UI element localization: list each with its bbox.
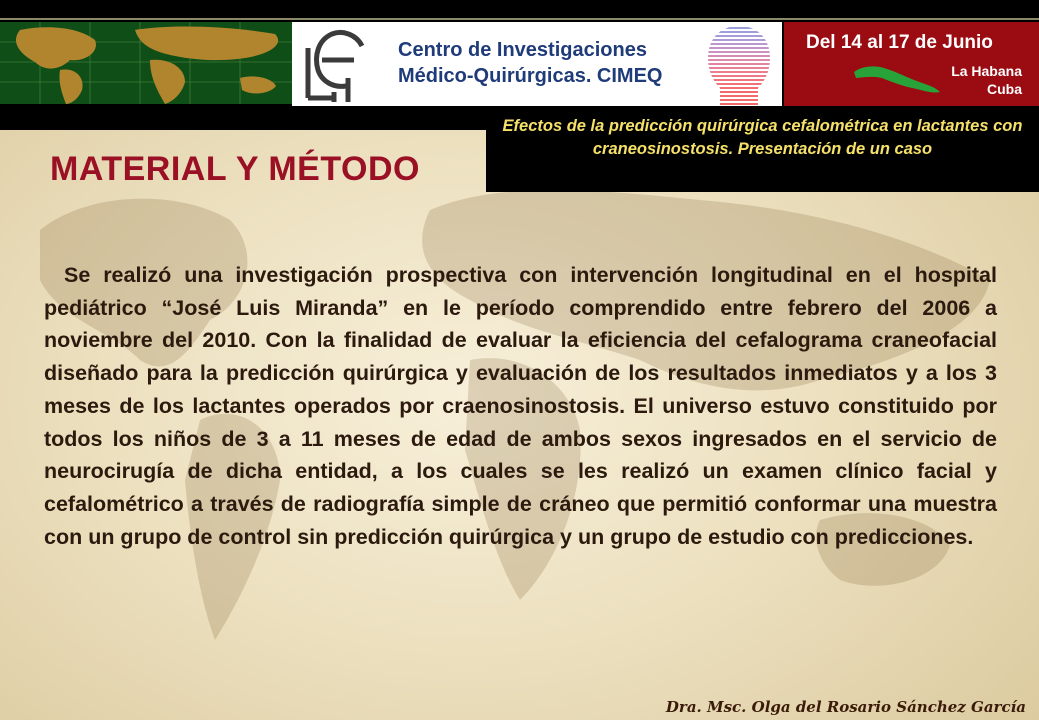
section-title: MATERIAL Y MÉTODO xyxy=(50,150,420,188)
cuba-map-icon xyxy=(852,62,942,96)
logo-text-line1: Centro de Investigaciones xyxy=(398,39,647,61)
header-top-strip xyxy=(0,0,1039,22)
presentation-subtitle: Efectos de la predicción quirúrgica cefalométrica en lactantes con craneosinostosis. Presentación de un caso xyxy=(502,117,1023,158)
author-credit: Dra. Msc. Olga del Rosario Sánchez García xyxy=(665,698,1026,716)
logo-text-line2: Médico-Quirúrgicas. CIMEQ xyxy=(398,65,663,87)
event-dates: Del 14 al 17 de Junio xyxy=(806,32,993,53)
world-map-graphic xyxy=(0,22,292,104)
cimeq-banner xyxy=(292,22,782,106)
subtitle-box xyxy=(486,106,1039,192)
event-info-panel xyxy=(784,22,1039,106)
head-silhouette-icon xyxy=(704,22,774,106)
event-country: Cuba xyxy=(987,81,1022,97)
cimeq-logo-icon xyxy=(304,26,374,104)
event-city: La Habana xyxy=(951,63,1022,79)
body-paragraph: Se realizó una investigación prospectiva con intervención longitudinal en el hospital pediátrico “José Luis Miranda” en le período comprendido entre febrero del 2006 a noviembre del 2010. Con la finalidad de evaluar la eficiencia del cefalograma craneofacial diseñado para la predicción quirúrgica y evaluación de los resultados inmediatos y a los 3 meses de los lactantes operados por craenosinostosis. El universo estuvo constituido por todos los niños de 3 a 11 meses de edad de ambos sexos ingresados en el servicio de neurocirugía de dicha entidad, a los cuales se les realizó un examen clínico facial y cefalométrico a través de radiografía simple de cráneo que permitió conformar una muestra con un grupo de control sin predicción quirúrgica y un grupo de estudio con predicciones. xyxy=(44,263,997,549)
